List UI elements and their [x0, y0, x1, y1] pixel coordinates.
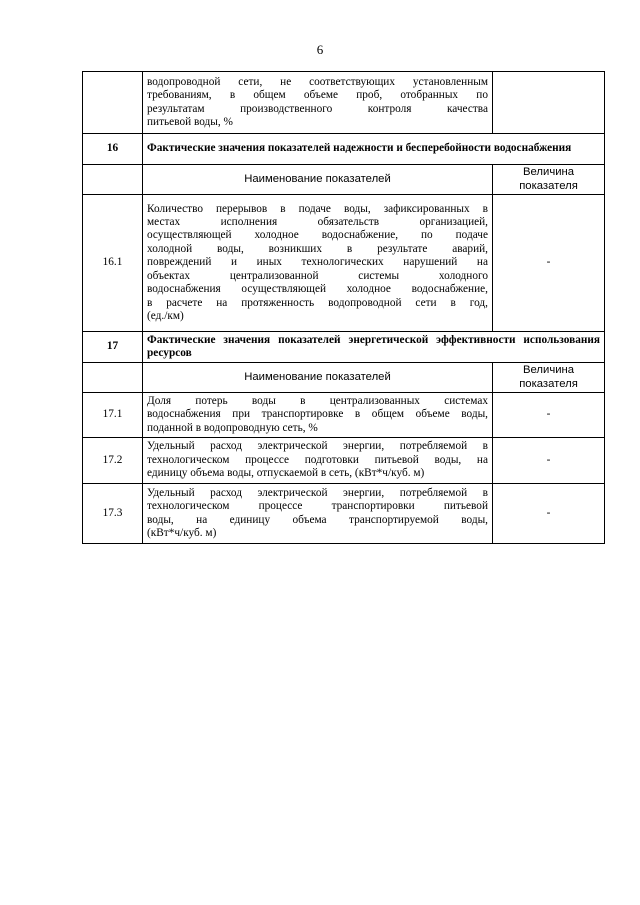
header-num-empty	[83, 165, 143, 195]
section-row-17	[83, 332, 605, 363]
header-num-empty	[83, 363, 143, 393]
indicators-table	[82, 71, 605, 544]
header-value-cell	[493, 363, 605, 393]
table-row-16-1	[83, 195, 605, 332]
row-description	[143, 484, 493, 544]
desc-line: местах исполнения обязательств организацией,	[147, 216, 488, 229]
header-value-line: показателя	[519, 377, 578, 390]
row-value: -	[493, 195, 605, 332]
row-number: 17.3	[83, 484, 143, 544]
desc-line: единицу объема воды, отпускаемой в сеть, (кВт*ч/куб. м)	[147, 467, 425, 480]
table-header-row	[83, 363, 605, 393]
desc-line: повреждений и иных технологических нарушений на	[147, 256, 488, 269]
desc-line: технологическом процессе транспортировки питьевой	[147, 500, 488, 513]
header-value-line: Величина	[522, 364, 575, 377]
desc-line: (кВт*ч/куб. м)	[147, 526, 217, 539]
desc-line: (ед./км)	[147, 309, 184, 322]
row-description	[143, 195, 493, 332]
section-title: Фактические значения показателей энергетической эффективности использования ресурсов	[143, 332, 605, 363]
row-value-empty	[493, 72, 605, 134]
desc-line: осуществляющей холодное водоснабжение, по подаче	[147, 229, 488, 242]
desc-line: водопроводной сети, не соответствующих установленным	[147, 75, 488, 88]
page-number: 6	[316, 42, 324, 57]
row-value: -	[493, 438, 605, 484]
desc-line: водоснабжения при транспортировке в общем объеме воды,	[147, 408, 488, 421]
table-row-continuation	[83, 72, 605, 134]
desc-line: объектах централизованной системы холодного	[147, 269, 488, 282]
desc-line: холодной воды, возникших в результате аварий,	[147, 242, 488, 255]
row-value: -	[493, 484, 605, 544]
row-number: 16.1	[83, 195, 143, 332]
table-header-row	[83, 165, 605, 195]
desc-line: требованиям, в общем объеме проб, отобранных по	[147, 89, 488, 102]
desc-line: технологическом процессе подготовки питьевой воды, на	[147, 453, 488, 466]
section-number: 17	[83, 332, 143, 363]
row-number: 17.1	[83, 393, 143, 438]
desc-line: водоснабжения осуществляющей холодное водоснабжение,	[147, 283, 488, 296]
desc-line: Удельный расход электрической энергии, потребляемой в	[147, 486, 488, 499]
table-row-17-1	[83, 393, 605, 438]
desc-line: питьевой воды, %	[147, 115, 233, 128]
desc-line: Доля потерь воды в централизованных системах	[147, 394, 488, 407]
desc-line: поданной в водопроводную сеть, %	[147, 421, 318, 434]
desc-line: результатам производственного контроля качества	[147, 102, 488, 115]
row-description	[143, 393, 493, 438]
header-value-cell	[493, 165, 605, 195]
section-title: Фактические значения показателей надежности и бесперебойности водоснабжения	[143, 134, 605, 165]
header-name-cell: Наименование показателей	[143, 363, 493, 393]
header-name-cell: Наименование показателей	[143, 165, 493, 195]
header-value-line: показателя	[519, 179, 578, 192]
row-number: 17.2	[83, 438, 143, 484]
row-value: -	[493, 393, 605, 438]
table-row-17-2	[83, 438, 605, 484]
row-number-empty	[83, 72, 143, 134]
desc-line: Удельный расход электрической энергии, потребляемой в	[147, 440, 488, 453]
row-description	[143, 438, 493, 484]
header-value-line: Величина	[522, 166, 575, 179]
desc-line: воды, на единицу объема транспортируемой воды,	[147, 513, 488, 526]
row-description	[143, 72, 493, 134]
section-number: 16	[83, 134, 143, 165]
table-row-17-3	[83, 484, 605, 544]
section-row-16	[83, 134, 605, 165]
desc-line: в расчете на протяженность водопроводной сети в год,	[147, 296, 488, 309]
desc-line: Количество перерывов в подаче воды, зафиксированных в	[147, 202, 488, 215]
